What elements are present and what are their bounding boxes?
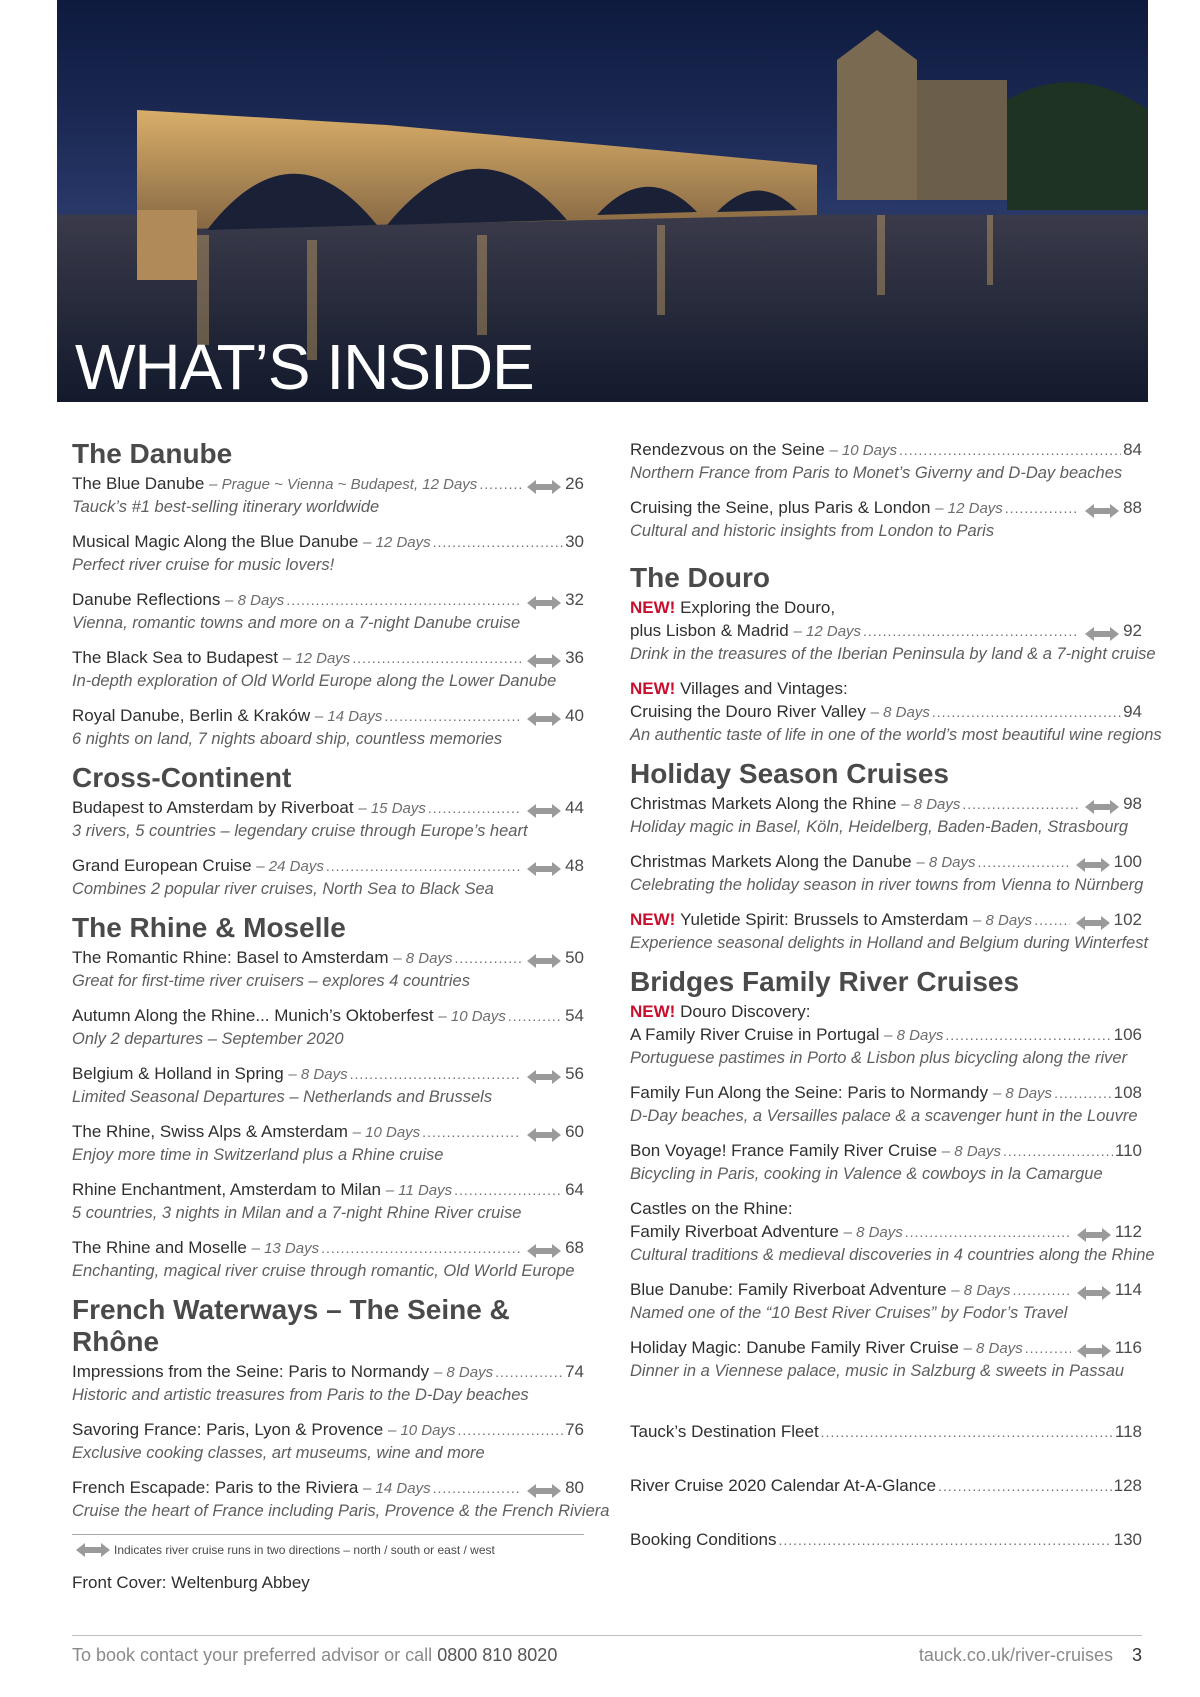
toc-entry-line (72, 1178, 584, 1202)
toc-entry-title: Rhine Enchantment, Amsterdam to Milan (72, 1180, 381, 1199)
toc-entry[interactable] (72, 1120, 584, 1167)
toc-entry-line (72, 1418, 584, 1442)
toc-entry-duration: – 13 Days (251, 1240, 320, 1257)
toc-entry-description: Historic and artistic treasures from Paris to the D-Day beaches (72, 1386, 529, 1404)
toc-entry-title: Savoring France: Paris, Lyon & Provence (72, 1420, 384, 1439)
toc-entry-line (630, 792, 1142, 816)
toc-entry-duration: – Prague ~ Vienna ~ Budapest, 12 Days (209, 476, 478, 493)
toc-section (72, 1294, 610, 1523)
legend-text: Indicates river cruise runs in two directions – north / south or east / west (114, 1543, 495, 1557)
toc-page-number: 110 (1114, 1141, 1142, 1160)
toc-entry[interactable] (630, 438, 1142, 485)
toc-entry-duration: – 8 Days (941, 1143, 1001, 1160)
arrow-legend (72, 1543, 584, 1557)
toc-entry-description: Portuguese pastimes in Porto & Lisbon plus bicycling along the river (630, 1049, 1128, 1067)
new-badge: NEW! (630, 598, 676, 617)
toc-entry[interactable] (630, 1000, 1142, 1070)
toc-page-number: 44 (565, 798, 584, 817)
toc-entry-line (630, 1474, 1142, 1498)
toc-page-number: 74 (565, 1362, 584, 1381)
toc-entry-title: Family Riverboat Adventure (630, 1222, 839, 1241)
toc-entry-duration: – 12 Days (363, 534, 431, 551)
toc-entry-title: Tauck’s Destination Fleet (630, 1422, 819, 1441)
toc-section (72, 762, 584, 901)
dot-leader (821, 1421, 1113, 1444)
toc-entry-title: The Rhine, Swiss Alps & Amsterdam (72, 1122, 348, 1141)
dot-leader (1034, 909, 1069, 932)
toc-page-number: 94 (1123, 702, 1142, 721)
toc-entry-title: Cruising the Seine, plus Paris & London (630, 498, 931, 517)
toc-entry-title-line1: Douro Discovery: (680, 1002, 811, 1021)
legend-divider (72, 1534, 584, 1535)
toc-entry-line (72, 646, 584, 670)
toc-entry-line (630, 1081, 1142, 1105)
two-way-arrow-icon (527, 477, 561, 491)
toc-page-number: 60 (565, 1122, 584, 1141)
dot-leader (428, 797, 521, 820)
toc-entry-title: Christmas Markets Along the Rhine (630, 794, 897, 813)
toc-page-number: 68 (565, 1238, 584, 1257)
toc-page-number: 76 (565, 1420, 584, 1439)
toc-entry-description: Combines 2 popular river cruises, North Sea to Black Sea (72, 880, 494, 898)
dot-leader (899, 439, 1121, 462)
dot-leader (350, 1063, 521, 1086)
toc-entry-duration: – 8 Days (433, 1364, 494, 1381)
toc-entry-description: Northern France from Paris to Monet’s Giverny and D-Day beaches (630, 464, 1123, 482)
toc-entry[interactable] (72, 1360, 584, 1407)
toc-entry-heading-line (630, 1000, 1142, 1023)
two-way-arrow-icon (527, 1067, 561, 1081)
toc-page-number: 50 (565, 948, 584, 967)
website-link[interactable]: tauck.co.uk/river-cruises (918, 1645, 1113, 1665)
toc-entry[interactable] (72, 588, 584, 635)
right-column (630, 438, 1162, 1582)
two-way-arrow-icon (1085, 501, 1119, 515)
toc-entry-line (72, 1236, 584, 1260)
toc-entry-title: French Escapade: Paris to the Riviera (72, 1478, 359, 1497)
toc-entry-description: Only 2 departures – September 2020 (72, 1030, 344, 1048)
toc-entry-description: 3 rivers, 5 countries – legendary cruise through Europe’s heart (72, 822, 528, 840)
dot-leader (1013, 1279, 1071, 1302)
toc-entry-description: Holiday magic in Basel, Köln, Heidelberg, Baden-Baden, Strasbourg (630, 818, 1129, 836)
toc-entry-duration: – 10 Days (438, 1008, 506, 1025)
toc-entry-line (72, 1120, 584, 1144)
phone-number[interactable]: 0800 810 8020 (437, 1645, 558, 1665)
two-way-arrow-icon (1085, 624, 1119, 638)
two-way-arrow-icon (1076, 913, 1110, 927)
toc-entry[interactable] (72, 796, 584, 843)
new-badge: NEW! (630, 679, 676, 698)
two-way-arrow-icon (1076, 855, 1110, 869)
dot-leader (495, 1361, 563, 1384)
toc-entry-duration: – 11 Days (385, 1182, 453, 1199)
toc-entry-duration: – 10 Days (352, 1124, 421, 1141)
dot-leader (778, 1529, 1111, 1552)
dot-leader (1005, 497, 1079, 520)
section-heading: Holiday Season Cruises (630, 758, 950, 789)
toc-entry-title: The Rhine and Moselle (72, 1238, 247, 1257)
toc-entry[interactable] (630, 908, 1149, 955)
toc-page-number: 80 (565, 1478, 584, 1497)
toc-entry-line (630, 496, 1142, 520)
toc-entry[interactable] (630, 850, 1142, 897)
toc-entry-line (630, 1220, 1142, 1244)
toc-entry-description: Exclusive cooking classes, art museums, wine and more (72, 1444, 485, 1462)
new-badge: NEW! (630, 910, 676, 929)
toc-entry-title: Grand European Cruise (72, 856, 252, 875)
dot-leader (863, 620, 1079, 643)
toc-entry[interactable] (72, 946, 584, 993)
toc-entry-line (72, 1360, 584, 1384)
toc-entry-duration: – 12 Days (935, 500, 1003, 517)
footer-right (919, 1645, 1142, 1666)
toc-page-number: 26 (565, 474, 584, 493)
dot-leader (962, 793, 1079, 816)
toc-entry-line (630, 1023, 1142, 1047)
toc-entry-description: Enjoy more time in Switzerland plus a Rhine cruise (72, 1146, 444, 1164)
toc-entry-description: D-Day beaches, a Versailles palace & a scavenger hunt in the Louvre (630, 1107, 1138, 1125)
toc-entry-title-line1: Castles on the Rhine: (630, 1199, 793, 1218)
toc-entry[interactable] (72, 1178, 584, 1225)
toc-entry[interactable] (630, 496, 1142, 543)
two-way-arrow-icon (1077, 1225, 1111, 1239)
toc-entry-description: Bicycling in Paris, cooking in Valence & cowboys in la Camargue (630, 1165, 1103, 1183)
toc-page-number: 118 (1114, 1422, 1142, 1441)
toc-entry-line (72, 1004, 584, 1028)
toc-entry[interactable] (72, 704, 584, 751)
section-heading: The Danube (72, 438, 233, 469)
toc-extra-entry[interactable] (630, 1528, 1142, 1552)
toc-entry-line (72, 854, 584, 878)
two-way-arrow-icon (527, 593, 561, 607)
dot-leader (479, 473, 521, 496)
dot-leader (905, 1221, 1071, 1244)
toc-entry-duration: – 24 Days (256, 858, 324, 875)
toc-entry-line (72, 530, 584, 554)
toc-entry-title: The Blue Danube (72, 474, 205, 493)
two-way-arrow-icon (527, 1481, 561, 1495)
section-heading: The Douro (630, 562, 770, 593)
toc-entry[interactable] (630, 1336, 1142, 1383)
toc-entry-title: Royal Danube, Berlin & Kraków (72, 706, 311, 725)
left-column (72, 438, 610, 1593)
toc-entry-duration: – 14 Days (314, 708, 383, 725)
dot-leader (454, 1179, 563, 1202)
dot-leader (454, 947, 521, 970)
toc-entry[interactable] (630, 1081, 1142, 1128)
toc-entry-duration: – 15 Days (358, 800, 426, 817)
toc-entry-duration: – 8 Days (288, 1066, 348, 1083)
toc-entry-title: Bon Voyage! France Family River Cruise (630, 1141, 938, 1160)
toc-entry-line (630, 1336, 1142, 1360)
toc-page-number: 36 (565, 648, 584, 667)
toc-entry[interactable] (72, 1004, 584, 1051)
new-badge: NEW! (630, 1002, 676, 1021)
toc-entry-title: Yuletide Spirit: Brussels to Amsterdam (680, 910, 969, 929)
toc-page-number: 48 (565, 856, 584, 875)
toc-entry-title: Cruising the Douro River Valley (630, 702, 866, 721)
toc-page-number: 54 (565, 1006, 584, 1025)
toc-entry-title: Christmas Markets Along the Danube (630, 852, 912, 871)
toc-section (72, 912, 584, 1283)
page-title: WHAT’S INSIDE (75, 331, 534, 402)
toc-entry-duration: – 10 Days (829, 442, 897, 459)
toc-page-number: 92 (1123, 621, 1142, 640)
toc-entry-title: Family Fun Along the Seine: Paris to Normandy (630, 1083, 989, 1102)
toc-entry-heading-line (630, 596, 1142, 619)
toc-page-number: 100 (1113, 852, 1142, 871)
toc-entry-title: Belgium & Holland in Spring (72, 1064, 284, 1083)
toc-entry-description: Enchanting, magical river cruise through romantic, Old World Europe (72, 1262, 575, 1280)
toc-extra-entry[interactable] (630, 1474, 1142, 1498)
toc-entry-line (630, 1278, 1142, 1302)
toc-entry-duration: – 8 Days (992, 1085, 1053, 1102)
toc-entry-description: Dinner in a Viennese palace, music in Salzburg & sweets in Passau (630, 1362, 1125, 1380)
toc-entry-duration: – 10 Days (387, 1422, 456, 1439)
toc-entry-line (630, 700, 1142, 724)
front-cover-credit: Front Cover: Weltenburg Abbey (72, 1573, 310, 1592)
toc-entry[interactable] (72, 1476, 610, 1523)
toc-section (630, 966, 1155, 1383)
dot-leader (384, 705, 521, 728)
two-way-arrow-icon (527, 801, 561, 815)
two-way-arrow-icon (527, 951, 561, 965)
dot-leader (1025, 1337, 1071, 1360)
toc-entry-title: Blue Danube: Family Riverboat Adventure (630, 1280, 947, 1299)
toc-entry-title: The Romantic Rhine: Basel to Amsterdam (72, 948, 389, 967)
footer-contact-text: To book contact your preferred advisor or call (72, 1645, 433, 1665)
toc-entry-line (72, 796, 584, 820)
two-way-arrow-icon (527, 651, 561, 665)
toc-page-number: 32 (565, 590, 584, 609)
dot-leader (945, 1024, 1111, 1047)
toc-page-number: 112 (1114, 1222, 1142, 1241)
toc-entry-description: Cultural traditions & medieval discoveries in 4 countries along the Rhine (630, 1246, 1155, 1264)
toc-entry-line (630, 1420, 1142, 1444)
toc-entry-title: Rendezvous on the Seine (630, 440, 825, 459)
two-way-arrow-icon (527, 859, 561, 873)
toc-entry-description: Experience seasonal delights in Holland and Belgium during Winterfest (630, 934, 1149, 952)
toc-entry-duration: – 12 Days (793, 623, 862, 640)
toc-entry-duration: – 8 Days (870, 704, 930, 721)
dot-leader (321, 1237, 521, 1260)
toc-extra-entry[interactable] (630, 1420, 1142, 1444)
dot-leader (433, 531, 563, 554)
toc-entry-line (72, 472, 584, 496)
toc-page-number: 88 (1123, 498, 1142, 517)
toc-entry-line (630, 1528, 1142, 1552)
dot-leader (508, 1005, 563, 1028)
toc-entry-description: Great for first-time river cruisers – explores 4 countries (72, 972, 470, 990)
dot-leader (1003, 1140, 1113, 1163)
toc-entry-heading-line (630, 677, 1142, 700)
two-way-arrow-icon (76, 1543, 110, 1557)
dot-leader (326, 855, 521, 878)
toc-entry-description: Perfect river cruise for music lovers! (72, 556, 335, 574)
toc-page-number: 40 (565, 706, 584, 725)
page-number: 3 (1131, 1645, 1142, 1665)
toc-entry-description: 5 countries, 3 nights in Milan and a 7-night Rhine River cruise (72, 1204, 522, 1222)
section-heading: Cross-Continent (72, 762, 292, 793)
two-way-arrow-icon (527, 1241, 561, 1255)
toc-entry-title: Budapest to Amsterdam by Riverboat (72, 798, 354, 817)
toc-entry[interactable] (630, 677, 1162, 747)
toc-entry-title-line1: Villages and Vintages: (680, 679, 848, 698)
toc-entry-duration: – 8 Days (225, 592, 285, 609)
toc-page-number: 56 (565, 1064, 584, 1083)
two-way-arrow-icon (1077, 1283, 1111, 1297)
toc-section (630, 562, 1162, 747)
dot-leader (352, 647, 521, 670)
toc-entry-title: Impressions from the Seine: Paris to Normandy (72, 1362, 430, 1381)
toc-entry-duration: – 8 Days (963, 1340, 1023, 1357)
toc-entry-title: A Family River Cruise in Portugal (630, 1025, 880, 1044)
section-heading: French Waterways – The Seine & Rhône (72, 1294, 510, 1357)
dot-leader (286, 589, 521, 612)
toc-entry-title: plus Lisbon & Madrid (630, 621, 789, 640)
toc-entry-description: Cultural and historic insights from London to Paris (630, 522, 995, 540)
toc-entry-line (72, 704, 584, 728)
toc-page-number: 102 (1113, 910, 1142, 929)
toc-entry-heading-line (630, 1197, 1142, 1220)
toc-entry-line (630, 619, 1142, 643)
hero-photo (57, 0, 1148, 402)
toc-page-number: 84 (1123, 440, 1142, 459)
toc-entry-duration: – 8 Days (901, 796, 961, 813)
toc-entry-description: Limited Seasonal Departures – Netherlands and Brussels (72, 1088, 493, 1106)
toc-entry-description: Drink in the treasures of the Iberian Peninsula by land & a 7-night cruise (630, 645, 1156, 663)
toc-entry-title: The Black Sea to Budapest (72, 648, 279, 667)
toc-entry-line (72, 1476, 584, 1500)
toc-entry-title: Booking Conditions (630, 1530, 777, 1549)
toc-entry-duration: – 8 Days (972, 912, 1033, 929)
two-way-arrow-icon (1077, 1341, 1111, 1355)
dot-leader (978, 851, 1070, 874)
two-way-arrow-icon (1085, 797, 1119, 811)
section-heading: The Rhine & Moselle (72, 912, 346, 943)
toc-entry-description: In-depth exploration of Old World Europe along the Lower Danube (72, 672, 557, 690)
dot-leader (1054, 1082, 1112, 1105)
toc-page-number: 30 (565, 532, 584, 551)
toc-entry[interactable] (72, 1236, 584, 1283)
toc-entry-title-line1: Exploring the Douro, (680, 598, 836, 617)
toc-entry[interactable] (72, 1062, 584, 1109)
toc-entry[interactable] (630, 1197, 1155, 1267)
two-way-arrow-icon (527, 1125, 561, 1139)
toc-entry-duration: – 8 Days (884, 1027, 944, 1044)
toc-entry-line (72, 588, 584, 612)
toc-entry-title: Autumn Along the Rhine... Munich’s Oktoberfest (72, 1006, 434, 1025)
toc-entry-line (72, 946, 584, 970)
toc-entry[interactable] (72, 854, 584, 901)
toc-entry-title: River Cruise 2020 Calendar At-A-Glance (630, 1476, 937, 1495)
toc-entry[interactable] (630, 596, 1156, 666)
toc-entry[interactable] (72, 472, 584, 519)
toc-page-number: 116 (1114, 1338, 1142, 1357)
toc-page-number: 64 (565, 1180, 584, 1199)
toc-entry[interactable] (72, 530, 584, 577)
toc-entry-line (630, 438, 1142, 462)
footer-contact (72, 1645, 557, 1666)
toc-entry-title: Danube Reflections (72, 590, 221, 609)
toc-entry-description: 6 nights on land, 7 nights aboard ship, countless memories (72, 730, 503, 748)
toc-section (630, 758, 1149, 955)
two-way-arrow-icon (527, 709, 561, 723)
toc-entry-description: An authentic taste of life in one of the world’s most beautiful wine regions (630, 726, 1162, 744)
toc-entry-description: Named one of the “10 Best River Cruises” by Fodor’s Travel (630, 1304, 1068, 1322)
toc-entry-duration: – 12 Days (282, 650, 351, 667)
toc-entry-title: Holiday Magic: Danube Family River Cruise (630, 1338, 959, 1357)
toc-entry-title: Musical Magic Along the Blue Danube (72, 532, 359, 551)
toc-entry-duration: – 8 Days (951, 1282, 1011, 1299)
dot-leader (932, 701, 1121, 724)
toc-entry-duration: – 14 Days (363, 1480, 431, 1497)
toc-page-number: 106 (1113, 1025, 1142, 1044)
toc-entry[interactable] (72, 1418, 584, 1465)
toc-entry-duration: – 8 Days (843, 1224, 903, 1241)
toc-page-number: 108 (1113, 1083, 1142, 1102)
toc-page-number: 98 (1123, 794, 1142, 813)
toc-entry-duration: – 8 Days (916, 854, 976, 871)
toc-entry[interactable] (72, 646, 584, 693)
dot-leader (457, 1419, 563, 1442)
toc-entry-line (630, 908, 1142, 932)
toc-entry-line (72, 1062, 584, 1086)
footer-rule (72, 1635, 1142, 1636)
toc-entry-line (630, 1139, 1142, 1163)
toc-entry-description: Cruise the heart of France including Paris, Provence & the French Riviera (72, 1502, 610, 1520)
toc-section (72, 438, 584, 751)
dot-leader (938, 1475, 1111, 1498)
section-heading: Bridges Family River Cruises (630, 966, 1020, 997)
toc-page-number: 128 (1113, 1476, 1142, 1495)
toc-entry-line (630, 850, 1142, 874)
toc-entry-description: Celebrating the holiday season in river towns from Vienna to Nürnberg (630, 876, 1144, 894)
toc-entry-description: Vienna, romantic towns and more on a 7-night Danube cruise (72, 614, 521, 632)
toc-entry[interactable] (630, 1139, 1142, 1186)
toc-entry[interactable] (630, 792, 1142, 839)
toc-entry-description: Tauck’s #1 best-selling itinerary worldwide (72, 498, 380, 516)
dot-leader (433, 1477, 521, 1500)
toc-entry-duration: – 8 Days (393, 950, 453, 967)
toc-entry[interactable] (630, 1278, 1142, 1325)
toc-page-number: 130 (1113, 1530, 1142, 1549)
dot-leader (422, 1121, 521, 1144)
toc-page-number: 114 (1114, 1280, 1142, 1299)
